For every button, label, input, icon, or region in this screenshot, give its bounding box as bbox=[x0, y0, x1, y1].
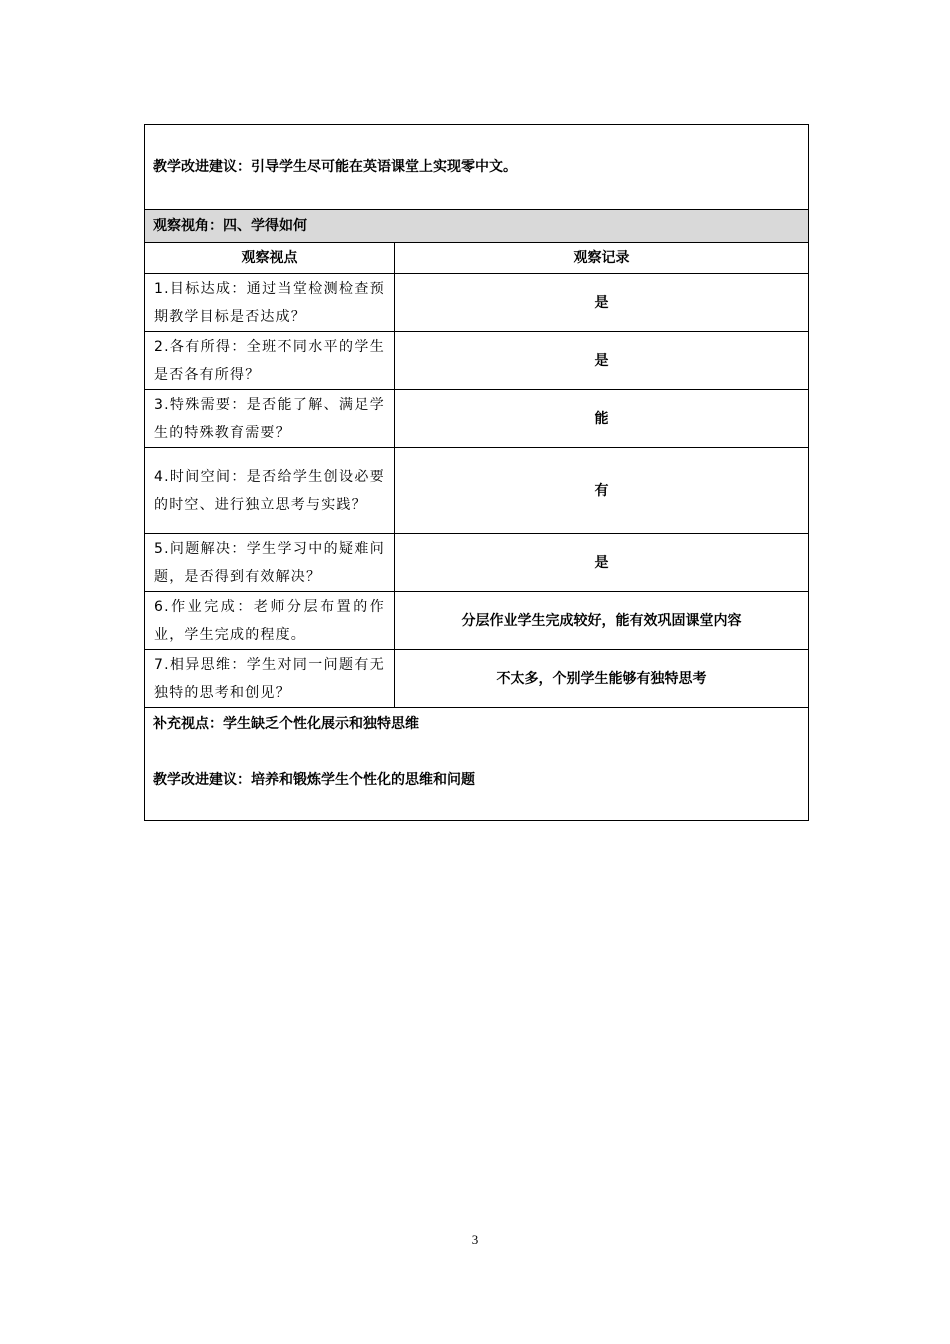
observation-point: 4.时间空间：是否给学生创设必要的时空、进行独立思考与实践？ bbox=[154, 468, 385, 513]
observation-point: 5.问题解决：学生学习中的疑难问题，是否得到有效解决？ bbox=[154, 540, 385, 585]
observation-record: 是 bbox=[395, 332, 809, 390]
observation-point: 6.作业完成：老师分层布置的作业，学生完成的程度。 bbox=[154, 598, 385, 643]
teaching-suggestion-top: 教学改进建议：引导学生尽可能在英语课堂上实现零中文。 bbox=[145, 125, 809, 210]
observation-record: 有 bbox=[395, 448, 809, 534]
observation-record: 能 bbox=[395, 390, 809, 448]
observation-record: 不太多，个别学生能够有独特思考 bbox=[395, 650, 809, 708]
page-number: 3 bbox=[471, 1232, 479, 1247]
supplement-point: 补充视点：学生缺乏个性化展示和独特思维 bbox=[153, 716, 419, 732]
observation-point: 2.各有所得：全班不同水平的学生是否各有所得？ bbox=[154, 338, 385, 383]
observation-record: 是 bbox=[395, 534, 809, 592]
table-row bbox=[145, 448, 809, 534]
observation-point: 3.特殊需要：是否能了解、满足学生的特殊教育需要？ bbox=[154, 396, 385, 441]
table-row bbox=[145, 592, 809, 650]
observation-point: 7.相异思维：学生对同一问题有无独特的思考和创见？ bbox=[154, 656, 385, 701]
table-row bbox=[145, 332, 809, 390]
observation-record: 是 bbox=[395, 274, 809, 332]
teaching-suggestion-bottom: 教学改进建议：培养和锻炼学生个性化的思维和问题 bbox=[153, 772, 475, 788]
observation-table bbox=[144, 124, 809, 821]
table-row bbox=[145, 650, 809, 708]
observation-point: 1.目标达成：通过当堂检测检查预期教学目标是否达成？ bbox=[154, 280, 385, 325]
table-row bbox=[145, 274, 809, 332]
header-point: 观察视点 bbox=[145, 243, 395, 274]
table-row bbox=[145, 534, 809, 592]
supplement-cell bbox=[145, 708, 809, 821]
observation-record: 分层作业学生完成较好，能有效巩固课堂内容 bbox=[395, 592, 809, 650]
table-row bbox=[145, 390, 809, 448]
header-record: 观察记录 bbox=[395, 243, 809, 274]
section-title: 观察视角：四、学得如何 bbox=[145, 210, 809, 243]
